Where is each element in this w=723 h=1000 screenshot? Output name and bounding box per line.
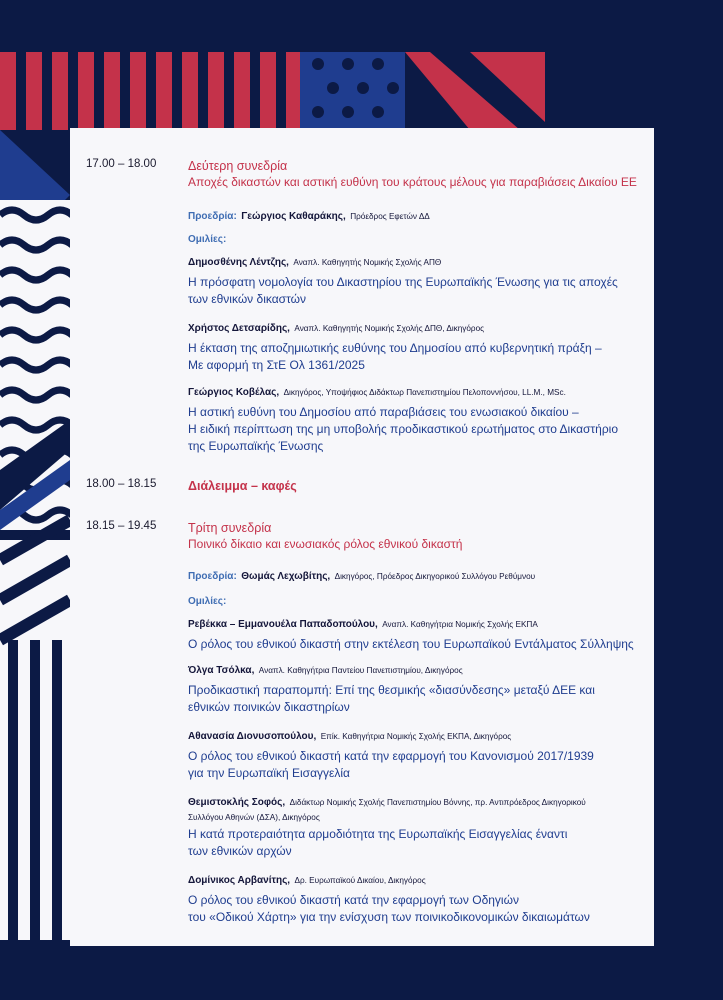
session-title: Δεύτερη συνεδρία: [188, 159, 288, 173]
talk-title: Προδικαστική παραπομπή: Επί της θεσμικής «διασύνδεσης» μεταξύ ΔΕΕ και εθνικών ποινικών δικαστηρίων: [188, 683, 595, 714]
speakers-label: Ομιλίες:: [188, 596, 227, 607]
speakers-label: Ομιλίες:: [188, 234, 227, 245]
talk-item: Θεμιστοκλής Σοφός, Διδάκτωρ Νομικής Σχολής Πανεπιστημίου Βόννης, πρ. Αντιπρόεδρος Δικηγορικού Συλλόγου Αθηνών (ΔΣΑ), Δικηγόρος Η κατά προτεραιότητα αρμοδιότητα της Ευρωπαϊκής Εισαγγελίας έναντι των εθνικών αρχών: [188, 792, 648, 860]
break-title: Διάλειμμα – καφές: [188, 479, 297, 493]
talk-title: Ο ρόλος του εθνικού δικαστή στην εκτέλεση του Ευρωπαϊκού Εντάλματος Σύλληψης: [188, 637, 634, 651]
talk-item: Γεώργιος Κοβέλας, Δικηγόρος, Υποψήφιος Διδάκτωρ Πανεπιστημίου Πελοποννήσου, LL.M., MSc. Η αστική ευθύνη του Δημοσίου από παραβιάσεις του ενωσιακού δικαίου – Η ειδική περίπτωση της μη υποβολής προδικαστικού ερωτήματος στο Δικαστήριο της Ευρωπαϊκής Ένωσης: [188, 382, 648, 455]
talk-title: Η αστική ευθύνη του Δημοσίου από παραβιάσεις του ενωσιακού δικαίου – Η ειδική περίπτωση της μη υποβολής προδικαστικού ερωτήματος στο Δικαστήριο της Ευρωπαϊκής Ένωσης: [188, 405, 618, 453]
talk-title: Η έκταση της αποζημιωτικής ευθύνης του Δημοσίου από κυβερνητική πράξη – Με αφορμή τη ΣτΕ Ολ 1361/2025: [188, 341, 602, 372]
talk-item: Ρεβέκκα – Εμμανουέλα Παπαδοπούλου, Αναπλ. Καθηγήτρια Νομικής Σχολής ΕΚΠΑ Ο ρόλος του εθνικού δικαστή στην εκτέλεση του Ευρωπαϊκού Εντάλματος Σύλληψης: [188, 614, 648, 653]
chair-line: Προεδρία: Γεώργιος Καθαράκης, Πρόεδρος Εφετών ΔΔ: [188, 211, 430, 222]
break-time: 18.00 – 18.15: [86, 478, 157, 490]
talk-title: Η κατά προτεραιότητα αρμοδιότητα της Ευρωπαϊκής Εισαγγελίας έναντι των εθνικών αρχών: [188, 827, 568, 858]
talk-item: Δημοσθένης Λέντζης, Αναπλ. Καθηγητής Νομικής Σχολής ΑΠΘ Η πρόσφατη νομολογία του Δικαστηρίου της Ευρωπαϊκής Ένωσης για τις αποχές των εθνικών δικαστών: [188, 252, 648, 308]
session-time: 17.00 – 18.00: [86, 158, 157, 170]
talk-title: Η πρόσφατη νομολογία του Δικαστηρίου της Ευρωπαϊκής Ένωσης για τις αποχές των εθνικών δικαστών: [188, 275, 618, 306]
chair-line: Προεδρία: Θωμάς Λεχωβίτης, Δικηγόρος, Πρόεδρος Δικηγορικού Συλλόγου Ρεθύμνου: [188, 571, 536, 582]
program-card: [70, 128, 654, 946]
session-topic: Αποχές δικαστών και αστική ευθύνη του κράτους μέλους για παραβιάσεις Δικαίου ΕΕ: [188, 175, 637, 189]
session-topic: Ποινικό δίκαιο και ενωσιακός ρόλος εθνικού δικαστή: [188, 537, 463, 551]
talk-title: Ο ρόλος του εθνικού δικαστή κατά την εφαρμογή του Κανονισμού 2017/1939 για την Ευρωπαϊκή Εισαγγελία: [188, 749, 594, 780]
talk-item: Χρήστος Δετσαρίδης, Αναπλ. Καθηγητής Νομικής Σχολής ΔΠΘ, Δικηγόρος Η έκταση της αποζημιωτικής ευθύνης του Δημοσίου από κυβερνητική πράξη – Με αφορμή τη ΣτΕ Ολ 1361/2025: [188, 318, 648, 374]
session-title: Τρίτη συνεδρία: [188, 521, 272, 535]
talk-title: Ο ρόλος του εθνικού δικαστή κατά την εφαρμογή των Οδηγιών του «Οδικού Χάρτη» για την ενίσχυση των ποινικοδικονομικών δικαιωμάτων: [188, 893, 590, 924]
session-time: 18.15 – 19.45: [86, 520, 157, 532]
talk-item: Αθανασία Διονυσοπούλου, Επίκ. Καθηγήτρια Νομικής Σχολής ΕΚΠΑ, Δικηγόρος Ο ρόλος του εθνικού δικαστή κατά την εφαρμογή του Κανονισμού 2017/1939 για την Ευρωπαϊκή Εισαγγελία: [188, 726, 648, 782]
talk-item: Όλγα Τσόλκα, Αναπλ. Καθηγήτρια Παντείου Πανεπιστημίου, Δικηγόρος Προδικαστική παραπομπή: Επί της θεσμικής «διασύνδεσης» μεταξύ ΔΕΕ και εθνικών ποινικών δικαστηρίων: [188, 660, 648, 716]
talk-item: Δομίνικος Αρβανίτης, Δρ. Ευρωπαϊκού Δικαίου, Δικηγόρος Ο ρόλος του εθνικού δικαστή κατά την εφαρμογή των Οδηγιών του «Οδικού Χάρτη» για την ενίσχυση των ποινικοδικονομικών δικαιωμάτων: [188, 870, 648, 926]
